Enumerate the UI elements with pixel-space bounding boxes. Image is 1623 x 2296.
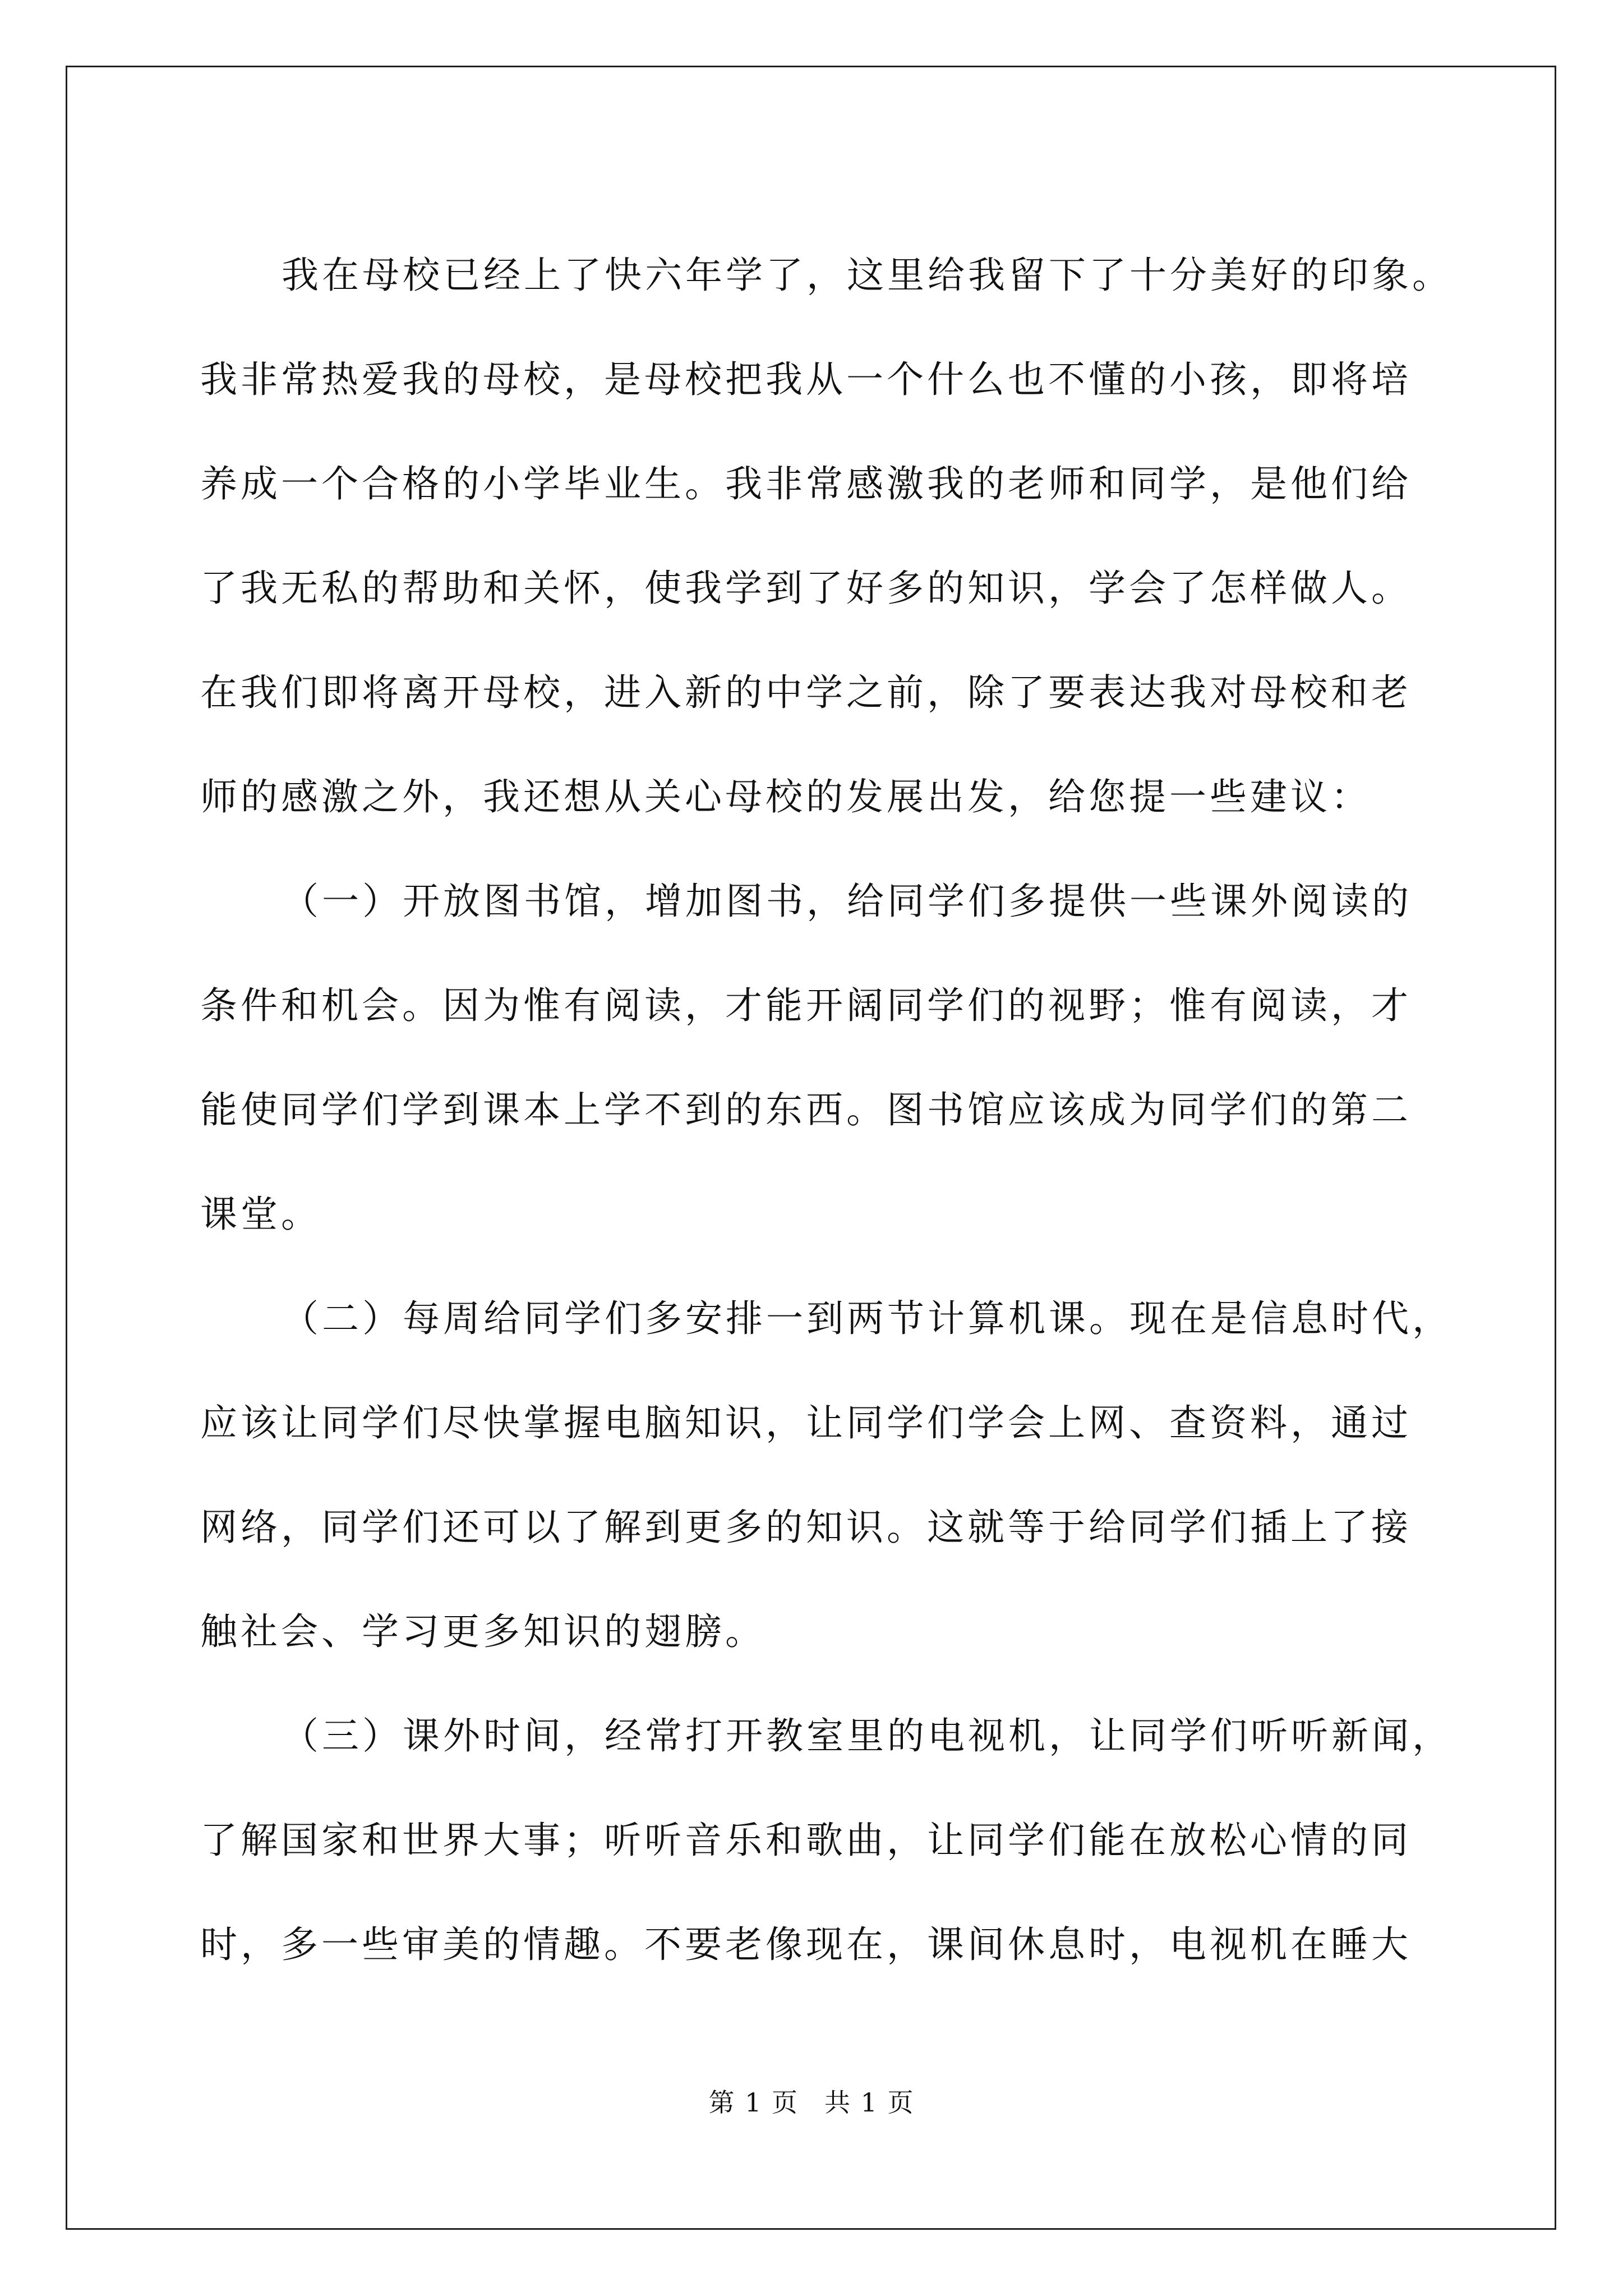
page-number: 第 1 页	[708, 2087, 799, 2118]
paragraph-intro	[200, 223, 1453, 849]
paragraph-suggestion-2	[200, 1267, 1453, 1684]
text-line: 师的感激之外，我还想从关心母校的发展出发，给您提一些建议：	[200, 775, 1371, 818]
paragraph-suggestion-1	[200, 849, 1434, 1267]
text-line: 养成一个合格的小学毕业生。我非常感激我的老师和同学，是他们给	[200, 462, 1412, 505]
page-total: 共 1 页	[824, 2087, 915, 2118]
text-line: （一）开放图书馆，增加图书，给同学们多提供一些课外阅读的	[282, 880, 1412, 923]
text-line: 条件和机会。因为惟有阅读，才能开阔同学们的视野；惟有阅读，才	[200, 984, 1412, 1027]
text-line: 网络，同学们还可以了解到更多的知识。这就等于给同学们插上了接	[200, 1506, 1412, 1549]
text-line: 触社会、学习更多知识的翅膀。	[200, 1610, 766, 1653]
text-line: （三）课外时间，经常打开教室里的电视机，让同学们听听新闻，	[282, 1714, 1453, 1757]
text-line: 应该让同学们尽快掌握电脑知识，让同学们学会上网、查资料，通过	[200, 1401, 1412, 1444]
page-footer	[0, 2082, 1623, 2119]
text-line: （二）每周给同学们多安排一到两节计算机课。现在是信息时代，	[282, 1297, 1453, 1340]
text-line: 时，多一些审美的情趣。不要老像现在，课间休息时，电视机在睡大	[200, 1923, 1412, 1966]
text-line: 课堂。	[200, 1193, 321, 1236]
text-line: 我非常热爱我的母校，是母校把我从一个什么也不懂的小孩，即将培	[200, 358, 1412, 401]
text-line: 了解国家和世界大事；听听音乐和歌曲，让同学们能在放松心情的同	[200, 1819, 1412, 1862]
paragraph-suggestion-3	[200, 1684, 1453, 1997]
text-line: 能使同学们学到课本上学不到的东西。图书馆应该成为同学们的第二	[200, 1088, 1412, 1131]
text-line: 了我无私的帮助和关怀，使我学到了好多的知识，学会了怎样做人。	[200, 567, 1412, 610]
text-line: 在我们即将离开母校，进入新的中学之前，除了要表达我对母校和老	[200, 671, 1412, 714]
document-body	[200, 223, 1453, 1997]
text-line: 我在母校已经上了快六年学了，这里给我留下了十分美好的印象。	[282, 254, 1453, 297]
